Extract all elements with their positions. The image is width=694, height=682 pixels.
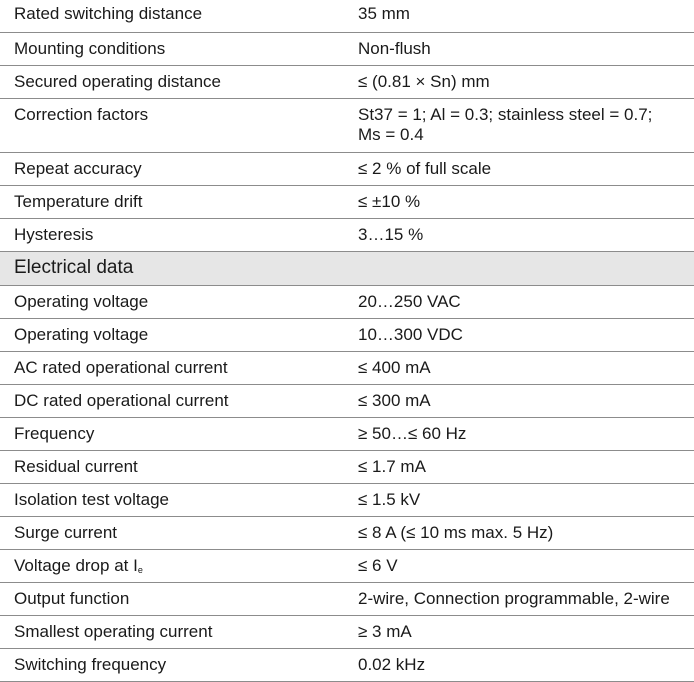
row-label: Operating voltage (14, 292, 149, 311)
table-row (0, 99, 694, 153)
table-row (0, 418, 694, 451)
row-value: ≤ (0.81 × Sn) mm (358, 72, 490, 91)
row-label: Repeat accuracy (14, 159, 142, 178)
section-header: Electrical data (0, 252, 694, 286)
table-row (0, 649, 694, 682)
row-value: Non-flush (358, 39, 431, 58)
table-row (0, 66, 694, 99)
row-value: ≤ 1.5 kV (358, 490, 421, 509)
row-label: Rated switching distance (14, 4, 203, 23)
table-row (0, 451, 694, 484)
table-row (0, 550, 694, 583)
table-row (0, 219, 694, 252)
row-value: 35 mm (358, 4, 410, 23)
row-label: Correction factors (14, 105, 149, 124)
row-label: DC rated operational current (14, 391, 229, 410)
row-value: ≥ 3 mA (358, 622, 412, 641)
row-value: 10…300 VDC (358, 325, 463, 344)
table-row (0, 319, 694, 352)
table-row (0, 385, 694, 418)
row-value: ≤ 8 A (≤ 10 ms max. 5 Hz) (358, 523, 554, 542)
table-row (0, 0, 694, 33)
row-value: ≤ 400 mA (358, 358, 431, 377)
table-row (0, 517, 694, 550)
table-row (0, 186, 694, 219)
row-value: ≥ 50…≤ 60 Hz (358, 424, 467, 443)
table-row (0, 286, 694, 319)
row-label-subscript: e (137, 565, 143, 575)
row-label: Smallest operating current (14, 622, 213, 641)
row-label: Temperature drift (14, 192, 143, 211)
row-value: ≤ 300 mA (358, 391, 431, 410)
row-label: Output function (14, 589, 130, 608)
row-label: AC rated operational current (14, 358, 228, 377)
row-value: ≤ ±10 % (358, 192, 421, 211)
row-label: Operating voltage (14, 325, 149, 344)
row-value-line: St37 = 1; Al = 0.3; stainless steel = 0.7; (358, 105, 653, 124)
row-value: ≤ 1.7 mA (358, 457, 426, 476)
row-label: Residual current (14, 457, 138, 476)
row-label (0, 550, 345, 582)
row-label: Isolation test voltage (14, 490, 169, 509)
row-label: Surge current (14, 523, 117, 542)
row-label: Secured operating distance (14, 72, 221, 91)
table-row (0, 616, 694, 649)
row-value-line: Ms = 0.4 (358, 125, 424, 144)
row-value: 0.02 kHz (358, 655, 426, 674)
table-row (0, 583, 694, 616)
row-value: 20…250 VAC (358, 292, 461, 311)
row-label: Hysteresis (14, 225, 94, 244)
table-row (0, 352, 694, 385)
row-value: ≤ 2 % of full scale (358, 159, 492, 178)
row-value: 2-wire, Connection programmable, 2-wire (358, 589, 670, 608)
row-label: Frequency (14, 424, 95, 443)
row-label-text: Voltage drop at I (14, 556, 138, 575)
row-value: ≤ 6 V (358, 556, 398, 575)
table-row (0, 484, 694, 517)
row-value: 3…15 % (358, 225, 424, 244)
row-label: Mounting conditions (14, 39, 166, 58)
row-value (345, 99, 694, 152)
table-row (0, 33, 694, 66)
row-label: Switching frequency (14, 655, 167, 674)
table-row (0, 153, 694, 186)
